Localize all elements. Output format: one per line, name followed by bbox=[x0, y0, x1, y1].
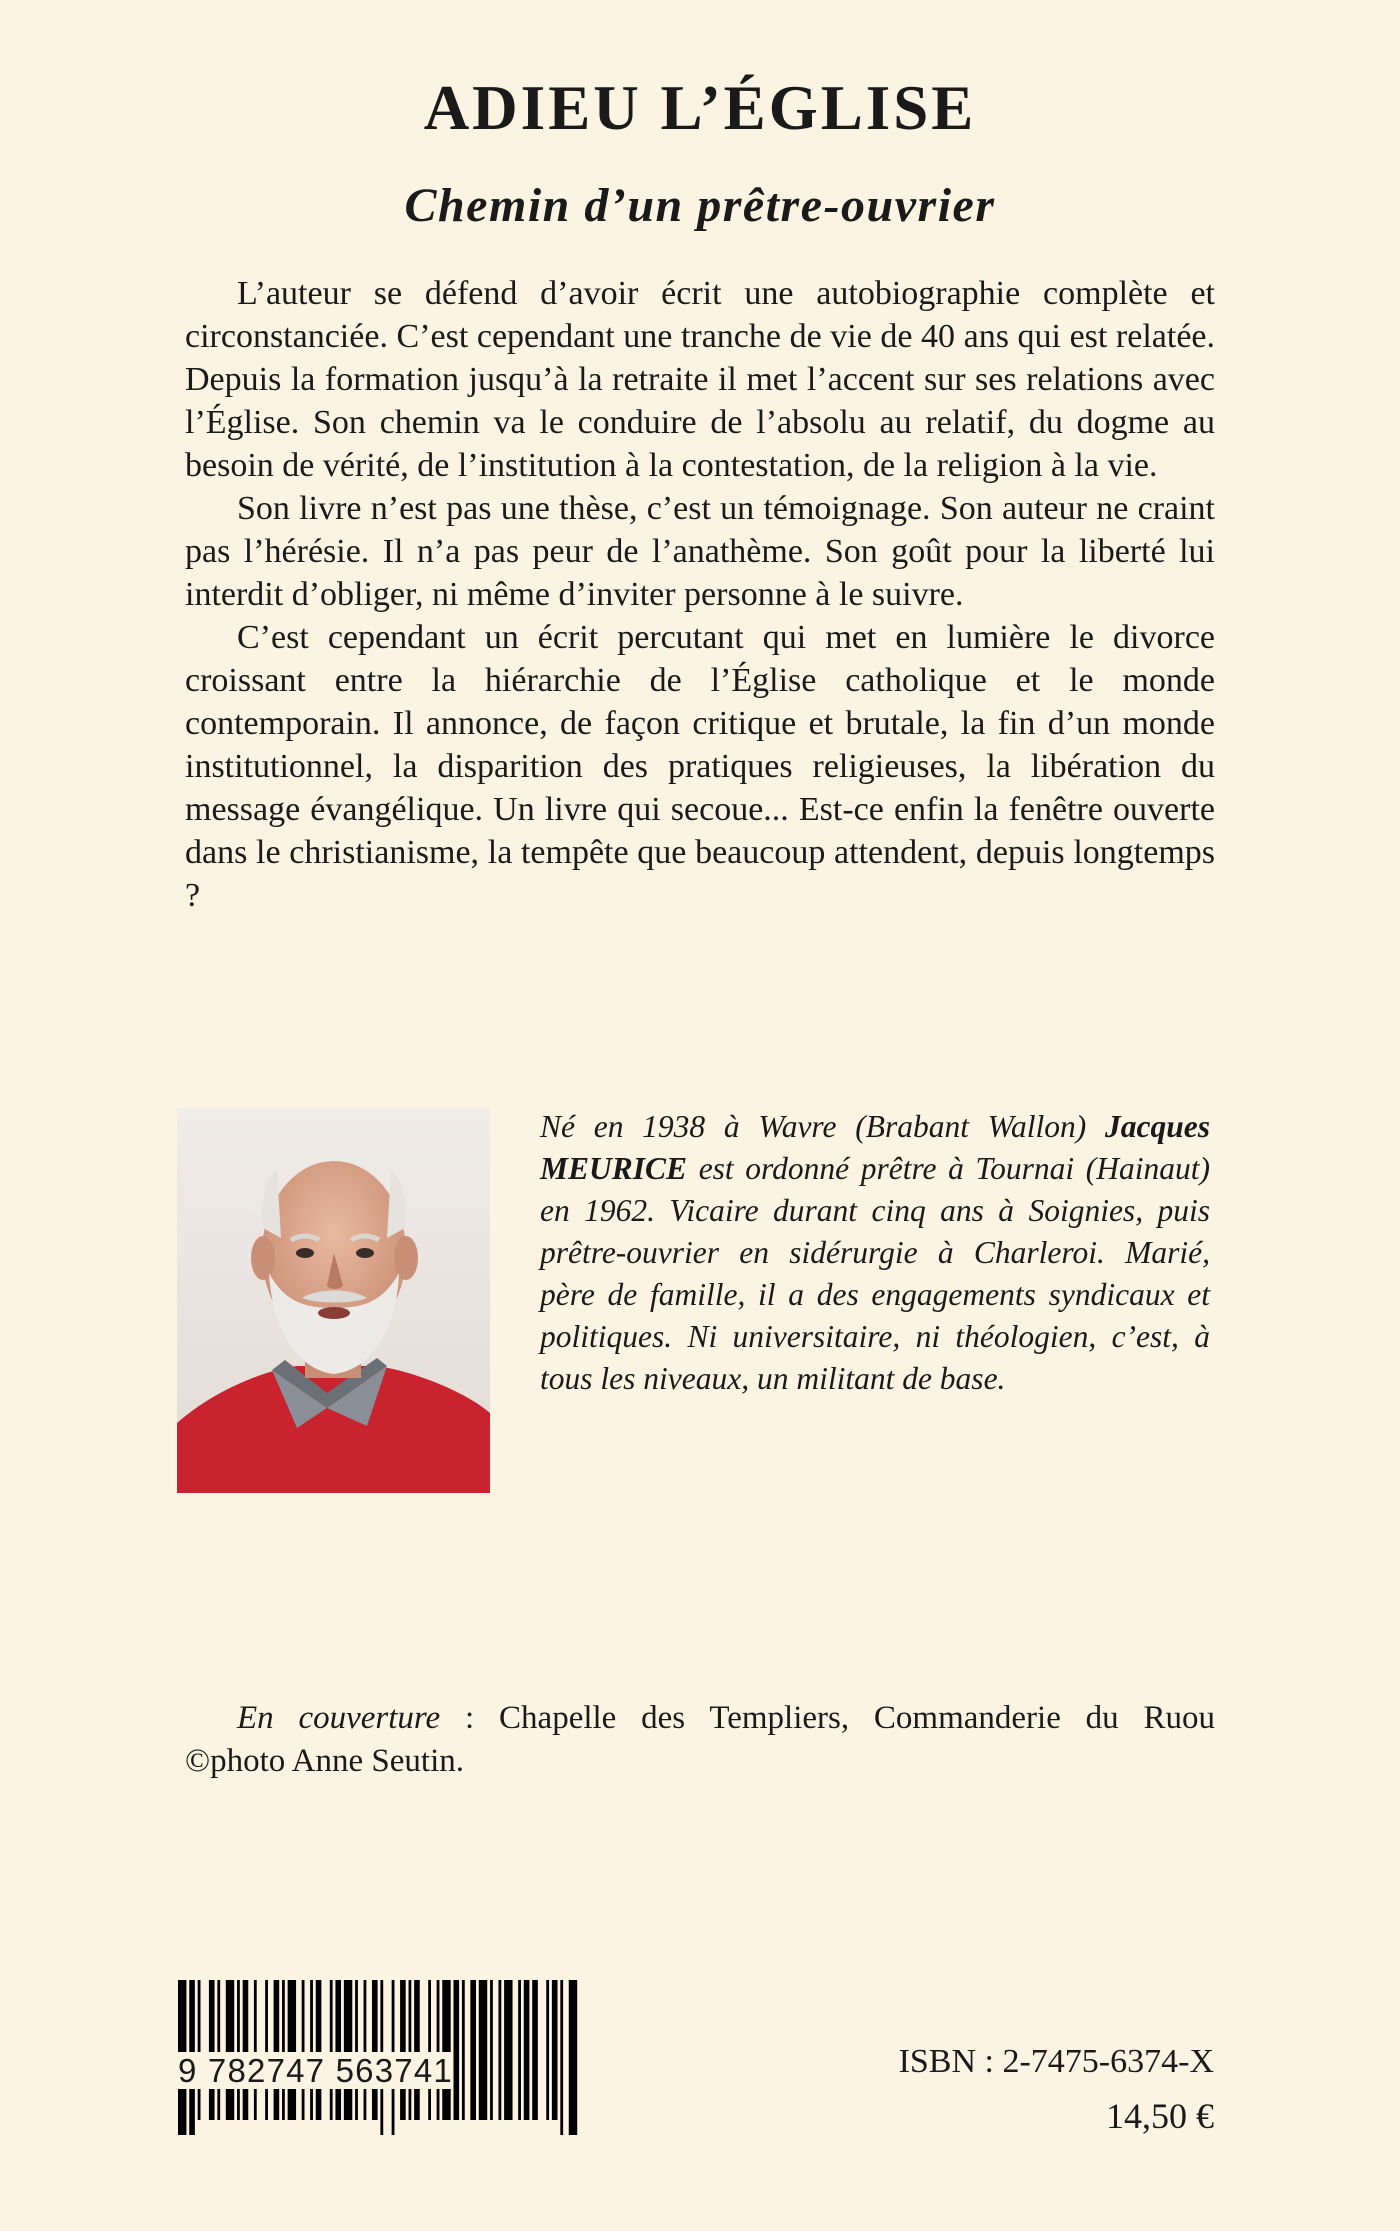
cover-credit-text: Chapelle des Templiers, Commanderie du Ruou bbox=[499, 1700, 1216, 1736]
barcode-bar bbox=[330, 1980, 333, 2120]
barcode-bar bbox=[209, 1980, 215, 2120]
cover-credit-separator: : bbox=[440, 1700, 500, 1736]
barcode-bar bbox=[442, 1980, 450, 2120]
barcode-bar bbox=[453, 1980, 459, 2120]
barcode-bar bbox=[400, 1980, 406, 2120]
cover-credit-line bbox=[185, 1697, 1215, 1740]
barcode-bar bbox=[428, 1980, 431, 2120]
barcode-bar bbox=[288, 1980, 296, 2120]
barcode-bar bbox=[414, 1980, 420, 2120]
barcode-bar bbox=[524, 1980, 530, 2120]
barcode-bar bbox=[552, 1980, 558, 2120]
author-bio-paragraph bbox=[540, 1106, 1210, 1400]
bio-intro: Né en 1938 à Wavre (Brabant Wallon) bbox=[540, 1109, 1087, 1144]
barcode-bar bbox=[498, 1980, 501, 2120]
barcode-bar bbox=[282, 1980, 285, 2120]
barcode-bar bbox=[504, 1980, 512, 2120]
barcode-bar bbox=[302, 1980, 305, 2120]
barcode-bar bbox=[355, 1980, 358, 2120]
barcode-bar bbox=[437, 1980, 440, 2120]
barcode-bar bbox=[274, 1980, 280, 2120]
barcode-bar bbox=[265, 1980, 268, 2120]
barcode-bar bbox=[310, 1980, 313, 2120]
barcode-number bbox=[178, 2052, 580, 2090]
blurb-paragraph: L’auteur se défend d’avoir écrit une autobiographie complète et circonstanciée. C’est cependant une tranche de vie de 40 ans qui est relatée. Depuis la formation jusqu’à la retraite il met l’accent sur ses relations avec l’Église. Son chemin va le conduire de l’absolu au relatif, du dogme au besoin de vérité, de l’institution à la contestation, de la religion à la vie. bbox=[185, 275, 1215, 484]
barcode-bar bbox=[237, 1980, 240, 2120]
barcode-bar bbox=[316, 1980, 322, 2120]
barcode-bar bbox=[344, 1980, 352, 2120]
blurb-paragraph: C’est cependant un écrit percutant qui met en lumière le divorce croissant entre la hiérarchie de l’Église catholique et le monde contemporain. Il annonce, de façon critique et brutale, la fin d’un monde institutionnel, la disparition des pratiques religieuses, la libération du message évangélique. Un livre qui secoue... Est-ce enfin la fenêtre ouverte dans le christianisme, la tempête que beaucoup attendent, depuis longtemps ? bbox=[185, 619, 1215, 914]
cover-credit-label: En couverture bbox=[237, 1700, 441, 1736]
barcode-bar bbox=[217, 1980, 220, 2120]
author-portrait-illustration bbox=[177, 1108, 490, 1493]
barcode-bar bbox=[364, 1980, 367, 2120]
barcode-bar bbox=[470, 1980, 476, 2120]
author-photo bbox=[177, 1108, 490, 1493]
barcode-bar bbox=[198, 1980, 201, 2120]
barcode-bar bbox=[226, 1980, 234, 2120]
barcode-bar bbox=[532, 1980, 538, 2120]
book-title: ADIEU L’ÉGLISE bbox=[423, 73, 977, 143]
book-subtitle: Chemin d’un prêtre-ouvrier bbox=[404, 179, 996, 232]
barcode-bar bbox=[409, 1980, 412, 2120]
author-name: Jacques MEURICE bbox=[540, 1109, 1210, 1186]
cover-credit bbox=[185, 1697, 1215, 1783]
barcode-bar bbox=[490, 1980, 493, 2120]
barcode-bar bbox=[546, 1980, 549, 2120]
price: 14,50 € bbox=[1106, 2096, 1214, 2136]
barcode-bar bbox=[518, 1980, 521, 2120]
barcode-bar bbox=[254, 1980, 257, 2120]
author-bio bbox=[540, 1106, 1210, 1400]
blurb bbox=[185, 272, 1215, 917]
isbn: ISBN : 2-7475-6374-X bbox=[898, 2043, 1214, 2080]
bio-text: est ordonné prêtre à Tournai (Hainaut) en 1962. Vicaire durant cinq ans à Soignies, puis prêtre-ouvrier en sidérurgie à Charleroi. Marié, père de famille, il a des engagements syndicaux et politiques. Ni universitaire, ni théologien, c’est, à tous les niveaux, un militant de base. bbox=[540, 1151, 1211, 1396]
barcode-bar bbox=[479, 1980, 487, 2120]
blurb-paragraph: Son livre n’est pas une thèse, c’est un témoignage. Son auteur ne craint pas l’hérésie. Il n’a pas peur de l’anathème. Son goût pour la liberté lui interdit d’obliger, ni même d’inviter personne à le suivre. bbox=[185, 490, 1215, 613]
barcode-bar bbox=[462, 1980, 465, 2120]
barcode-number-text: 9 782747 563741 bbox=[178, 2052, 453, 2089]
barcode-bar bbox=[372, 1980, 378, 2120]
photo-credit: ©photo Anne Seutin. bbox=[185, 1743, 464, 1779]
barcode-bar bbox=[243, 1980, 249, 2120]
barcode-bar bbox=[335, 1980, 341, 2120]
